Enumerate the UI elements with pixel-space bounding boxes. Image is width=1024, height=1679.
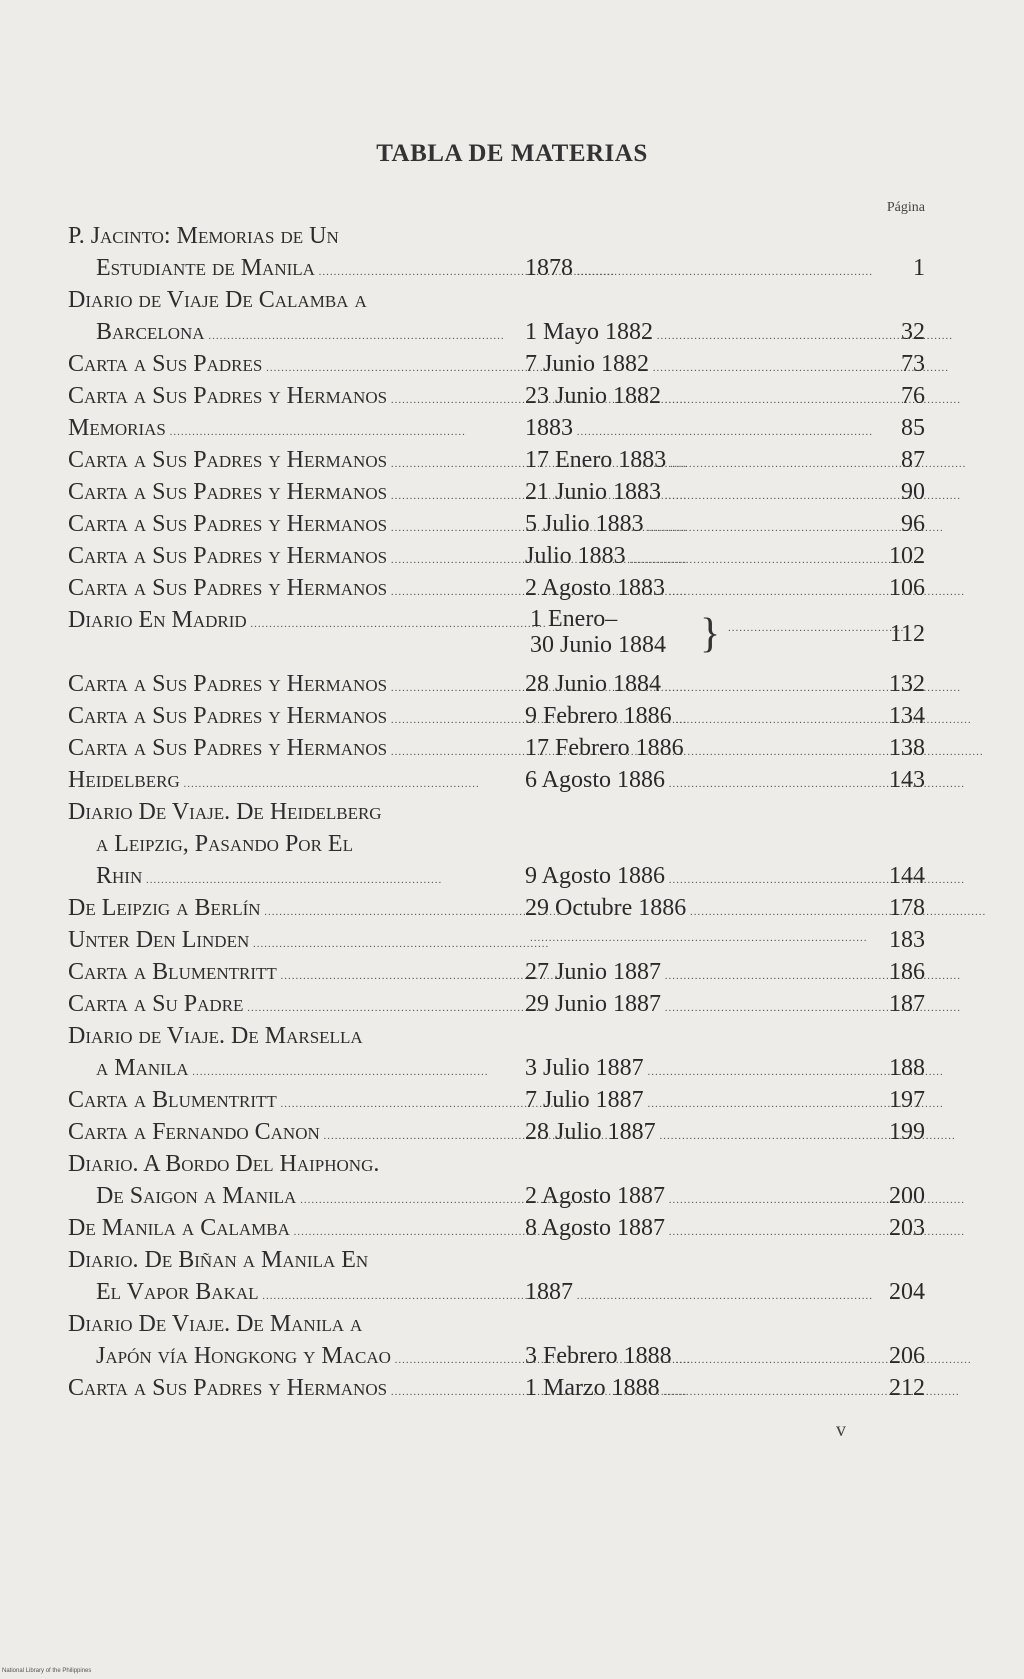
entry-title bbox=[68, 988, 503, 1020]
page-number: v bbox=[836, 1419, 846, 1441]
entry-title bbox=[68, 1244, 503, 1308]
entry-date: 1 Mayo 1882 ..... bbox=[525, 316, 847, 352]
entry-date: 1883 ..... bbox=[525, 412, 847, 448]
entry-page: 106 bbox=[889, 575, 925, 601]
entry-title bbox=[68, 284, 503, 348]
entry-date: 29 Junio 1887 ..... bbox=[525, 988, 847, 1024]
entry-title-line: Carta a Su Padre ..... bbox=[68, 988, 503, 1020]
entry-title bbox=[68, 668, 503, 700]
entry-title-line: a Manila ..... bbox=[68, 1052, 503, 1084]
entry-date: 1 Marzo 1888 ..... bbox=[525, 1372, 847, 1408]
entry-title-line: Carta a Fernando Canon ..... bbox=[68, 1116, 503, 1148]
entry-title bbox=[68, 1372, 503, 1404]
entry-page: 204 bbox=[889, 1279, 925, 1305]
entry-title bbox=[68, 220, 503, 284]
entry-page: 32 bbox=[901, 319, 925, 345]
entry-page: 96 bbox=[901, 511, 925, 537]
entry-page: 73 bbox=[901, 351, 925, 377]
entry-title-line: Barcelona ..... bbox=[68, 316, 503, 348]
entry-page: 206 bbox=[889, 1343, 925, 1369]
range-brace: } bbox=[700, 611, 721, 657]
entry-page: 138 bbox=[889, 735, 925, 761]
entry-title-line: Carta a Sus Padres ..... bbox=[68, 348, 503, 380]
entry-title-line: Estudiante de Manila ..... bbox=[68, 252, 503, 284]
entry-date: 5 Julio 1883 ..... bbox=[525, 508, 847, 544]
entry-title-line: Memorias ..... bbox=[68, 412, 503, 444]
entry-date-to: 30 Junio 1884 bbox=[530, 632, 667, 658]
dot-leader: ............................................... bbox=[728, 622, 905, 634]
entry-title-line: Carta a Sus Padres y Hermanos ..... bbox=[68, 668, 503, 700]
dot-leader: .......................................................................................... bbox=[530, 932, 868, 944]
entry-title bbox=[68, 476, 503, 508]
entry-date: 9 Agosto 1886 ..... bbox=[525, 860, 847, 896]
entry-title-line: El Vapor Bakal ..... bbox=[68, 1276, 503, 1308]
entry-page: 200 bbox=[889, 1183, 925, 1209]
entry-date: 3 Febrero 1888 ..... bbox=[525, 1340, 847, 1376]
entry-page: 187 bbox=[889, 991, 925, 1017]
entry-date: 27 Junio 1887 ..... bbox=[525, 956, 847, 992]
entry-title-line: Carta a Blumentritt ..... bbox=[68, 1084, 503, 1116]
entry-title bbox=[68, 924, 503, 956]
entry-title-line: Carta a Sus Padres y Hermanos ..... bbox=[68, 508, 503, 540]
entry-title bbox=[68, 892, 503, 924]
entry-page: 112 bbox=[889, 621, 925, 647]
entry-date: 2 Agosto 1887 ..... bbox=[525, 1180, 847, 1216]
entry-page: 188 bbox=[889, 1055, 925, 1081]
entry-title-line: Carta a Blumentritt ..... bbox=[68, 956, 503, 988]
entry-page: 85 bbox=[901, 415, 925, 441]
entry-date: 7 Julio 1887 ..... bbox=[525, 1084, 847, 1120]
entry-title bbox=[68, 1308, 503, 1372]
entry-title-line: Carta a Sus Padres y Hermanos ..... bbox=[68, 380, 503, 412]
entry-title bbox=[68, 700, 503, 732]
entry-page: 87 bbox=[901, 447, 925, 473]
entry-title-line: Carta a Sus Padres y Hermanos ..... bbox=[68, 1372, 503, 1404]
entry-title bbox=[68, 380, 503, 412]
entry-title bbox=[68, 1148, 503, 1212]
page-title: TABLA DE MATERIAS bbox=[376, 140, 648, 167]
entry-title bbox=[68, 508, 503, 540]
entry-date: 17 Febrero 1886 ..... bbox=[525, 732, 847, 768]
entry-title-line: Rhin ..... bbox=[68, 860, 503, 892]
entry-title-line: Diario En Madrid ..... bbox=[68, 604, 503, 636]
entry-title bbox=[68, 1212, 503, 1244]
entry-date: 1878 ..... bbox=[525, 252, 847, 288]
entry-title-line: Diario de Viaje. De Marsella bbox=[68, 1023, 363, 1049]
entry-title-line: Carta a Sus Padres y Hermanos ..... bbox=[68, 732, 503, 764]
entry-title-line: Diario. De Biñan a Manila En bbox=[68, 1247, 369, 1273]
entry-date: 3 Julio 1887 ..... bbox=[525, 1052, 847, 1088]
entry-title bbox=[68, 348, 503, 380]
entry-title-line: Unter Den Linden ..... bbox=[68, 924, 503, 956]
entry-date: 6 Agosto 1886 ..... bbox=[525, 764, 847, 800]
entry-page: 102 bbox=[889, 543, 925, 569]
entry-date: 23 Junio 1882 ..... bbox=[525, 380, 847, 416]
entry-title-line: Carta a Sus Padres y Hermanos ..... bbox=[68, 540, 503, 572]
entry-title bbox=[68, 796, 503, 892]
entry-date: 9 Febrero 1886 ..... bbox=[525, 700, 847, 736]
entry-page: 143 bbox=[889, 767, 925, 793]
entry-title-line: Carta a Sus Padres y Hermanos ..... bbox=[68, 476, 503, 508]
entry-page: 134 bbox=[889, 703, 925, 729]
entry-page: 197 bbox=[889, 1087, 925, 1113]
entry-title bbox=[68, 540, 503, 572]
entry-date-range bbox=[530, 606, 710, 658]
entry-date: 7 Junio 1882 ..... bbox=[525, 348, 847, 384]
entry-title bbox=[68, 764, 503, 796]
entry-title-line: P. Jacinto: Memorias de Un bbox=[68, 223, 339, 249]
entry-date: 29 Octubre 1886 ..... bbox=[525, 892, 847, 928]
entry-page: 203 bbox=[889, 1215, 925, 1241]
entry-title-line: Diario De Viaje. De Heidelberg bbox=[68, 799, 382, 825]
entry-date-from: 1 Enero– bbox=[530, 606, 618, 632]
entry-title-line: De Leipzig a Berlín ..... bbox=[68, 892, 503, 924]
entry-page: 144 bbox=[889, 863, 925, 889]
entry-title-line: a Leipzig, Pasando Por El bbox=[96, 831, 353, 857]
library-credit: National Library of the Philippines bbox=[2, 1668, 92, 1674]
entry-page: 212 bbox=[889, 1375, 925, 1401]
entry-title bbox=[68, 412, 503, 444]
entry-title bbox=[68, 604, 503, 636]
page-column-header: Página bbox=[886, 200, 925, 215]
entry-title-line: De Saigon a Manila ..... bbox=[68, 1180, 503, 1212]
entry-title-line: Carta a Sus Padres y Hermanos ..... bbox=[68, 572, 503, 604]
entry-date: 17 Enero 1883 ..... bbox=[525, 444, 847, 480]
entry-title bbox=[68, 1084, 503, 1116]
entry-title bbox=[68, 1116, 503, 1148]
entry-page: 90 bbox=[901, 479, 925, 505]
entry-date: 28 Julio 1887 ..... bbox=[525, 1116, 847, 1152]
entry-title-line: Carta a Sus Padres y Hermanos ..... bbox=[68, 700, 503, 732]
entry-page: 183 bbox=[889, 927, 925, 953]
entry-title bbox=[68, 572, 503, 604]
entry-date: 1887 ..... bbox=[525, 1276, 847, 1312]
entry-title-line: Diario. A Bordo Del Haiphong. bbox=[68, 1151, 380, 1177]
entry-date: 28 Junio 1884 ..... bbox=[525, 668, 847, 704]
entry-title bbox=[68, 732, 503, 764]
entry-title-line: Heidelberg ..... bbox=[68, 764, 503, 796]
entry-title-line: Diario De Viaje. De Manila a bbox=[68, 1311, 363, 1337]
entry-title bbox=[68, 956, 503, 988]
entry-date: Julio 1883 ..... bbox=[525, 540, 847, 576]
entry-title bbox=[68, 444, 503, 476]
entry-title-line: Japón vía Hongkong y Macao ..... bbox=[68, 1340, 503, 1372]
entry-title-line: De Manila a Calamba ..... bbox=[68, 1212, 503, 1244]
entry-date: 21 Junio 1883 ..... bbox=[525, 476, 847, 512]
entry-date: 8 Agosto 1887 ..... bbox=[525, 1212, 847, 1248]
entry-title-line: Carta a Sus Padres y Hermanos ..... bbox=[68, 444, 503, 476]
entry-title bbox=[68, 1020, 503, 1084]
entry-page: 178 bbox=[889, 895, 925, 921]
entry-page: 132 bbox=[889, 671, 925, 697]
entry-page: 199 bbox=[889, 1119, 925, 1145]
entry-title-line: Diario de Viaje De Calamba a bbox=[68, 287, 367, 313]
entry-page: 1 bbox=[913, 255, 925, 281]
entry-page: 186 bbox=[889, 959, 925, 985]
entry-page: 76 bbox=[901, 383, 925, 409]
entry-date: 2 Agosto 1883 ..... bbox=[525, 572, 847, 608]
